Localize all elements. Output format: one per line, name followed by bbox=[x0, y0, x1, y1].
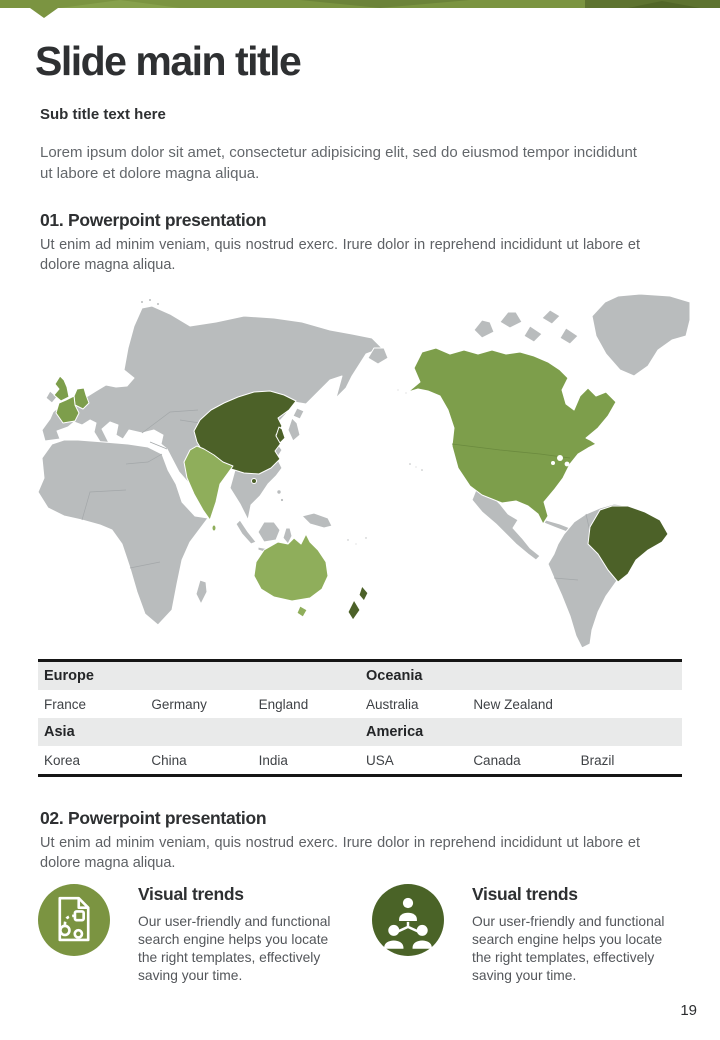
top-accent-bar bbox=[0, 0, 720, 8]
page-title: Slide main title bbox=[35, 38, 301, 84]
table-cell-india: India bbox=[258, 752, 288, 768]
top-bar-pointer-triangle bbox=[30, 8, 58, 18]
feature-item-1 bbox=[38, 884, 372, 985]
section-2-body: Ut enim ad minim veniam, quis nostrud exerc. Irure dolor in reprehend incididunt ut labore et dolore magna aliqua. bbox=[40, 835, 640, 871]
map-sri-lanka bbox=[212, 525, 216, 531]
document-flowchart-icon bbox=[38, 884, 110, 956]
table-cell-germany: Germany bbox=[151, 696, 207, 712]
table-cell-china: China bbox=[151, 752, 187, 768]
map-philippines bbox=[277, 490, 281, 494]
table-header-europe: Europe bbox=[38, 661, 145, 691]
feature-list bbox=[38, 884, 698, 985]
map-philippines-2 bbox=[280, 498, 283, 501]
table-row bbox=[38, 746, 682, 776]
section-1-heading: 01. Powerpoint presentation bbox=[40, 210, 267, 230]
map-country-england bbox=[54, 376, 69, 401]
map-pacific-island-2 bbox=[355, 543, 357, 545]
map-svalbard-1 bbox=[141, 301, 144, 304]
map-madagascar bbox=[196, 580, 207, 604]
map-arctic-island-5 bbox=[560, 328, 578, 344]
map-borneo bbox=[258, 522, 280, 542]
table-header-row bbox=[38, 718, 682, 746]
table-cell-korea: Korea bbox=[44, 752, 81, 768]
map-aleutians-2 bbox=[405, 392, 407, 394]
map-great-lake-2 bbox=[565, 462, 570, 467]
team-hierarchy-icon bbox=[372, 884, 444, 956]
table-cell-new-zealand: New Zealand bbox=[473, 696, 553, 712]
map-svalbard-2 bbox=[149, 299, 152, 302]
intro-paragraph: Lorem ipsum dolor sit amet, consectetur adipisicing elit, sed do eiusmod tempor incididunt ut labore et dolore magna aliqua. bbox=[40, 144, 637, 183]
map-svalbard-3 bbox=[157, 303, 160, 306]
feature-text: Our user-friendly and functional search engine helps you locate the right templates, effectively saving your time. bbox=[472, 914, 665, 983]
table-cell-brazil: Brazil bbox=[580, 752, 615, 768]
countries-table bbox=[38, 659, 682, 777]
map-arctic-island-3 bbox=[524, 326, 542, 342]
map-great-lake-1 bbox=[557, 455, 563, 461]
map-sumatra bbox=[236, 520, 256, 544]
map-japan-north bbox=[293, 408, 304, 419]
section-1-body: Ut enim ad minim veniam, quis nostrud exerc. Irure dolor in reprehend incididunt ut labore et dolore magna aliqua. bbox=[40, 237, 640, 273]
map-hawaii-3 bbox=[421, 469, 424, 472]
map-country-germany bbox=[74, 388, 89, 409]
map-country-new-zealand-south bbox=[348, 600, 360, 620]
map-japan bbox=[288, 418, 300, 441]
subtitle: Sub title text here bbox=[40, 106, 166, 123]
section-2-heading: 02. Powerpoint presentation bbox=[40, 808, 267, 828]
map-aleutians-1 bbox=[397, 389, 399, 391]
feature-title: Visual trends bbox=[138, 884, 244, 904]
map-great-lake-3 bbox=[551, 461, 555, 465]
table-row bbox=[38, 690, 682, 718]
map-arctic-island-1 bbox=[474, 320, 494, 338]
map-arctic-island-2 bbox=[500, 312, 522, 328]
world-map bbox=[30, 292, 690, 652]
map-hawaii-1 bbox=[409, 463, 412, 466]
feature-text: Our user-friendly and functional search engine helps you locate the right templates, effectively saving your time. bbox=[138, 914, 331, 983]
feature-item-2 bbox=[372, 884, 706, 985]
map-tasmania bbox=[297, 606, 307, 617]
table-cell-england: England bbox=[258, 696, 309, 712]
map-hainan bbox=[252, 479, 257, 484]
map-greenland bbox=[592, 294, 690, 376]
map-country-new-zealand-north bbox=[359, 586, 368, 601]
map-arctic-island-4 bbox=[542, 310, 560, 324]
map-cuba bbox=[544, 520, 570, 532]
table-cell-usa: USA bbox=[365, 752, 394, 768]
feature-title: Visual trends bbox=[472, 884, 578, 904]
table-header-row bbox=[38, 661, 682, 691]
map-new-guinea bbox=[302, 513, 332, 528]
map-hawaii-2 bbox=[415, 466, 417, 468]
table-cell-france: France bbox=[44, 696, 87, 712]
table-header-america: America bbox=[360, 718, 467, 746]
table-cell-australia: Australia bbox=[365, 696, 419, 712]
page-number: 19 bbox=[680, 1002, 697, 1019]
table-header-oceania: Oceania bbox=[360, 661, 467, 691]
map-pacific-island-3 bbox=[365, 537, 367, 539]
map-country-usa-canada bbox=[408, 348, 616, 524]
table-cell-canada: Canada bbox=[473, 752, 521, 768]
map-country-australia bbox=[254, 534, 328, 601]
table-header-asia: Asia bbox=[38, 718, 145, 746]
map-pacific-island-1 bbox=[347, 539, 349, 541]
